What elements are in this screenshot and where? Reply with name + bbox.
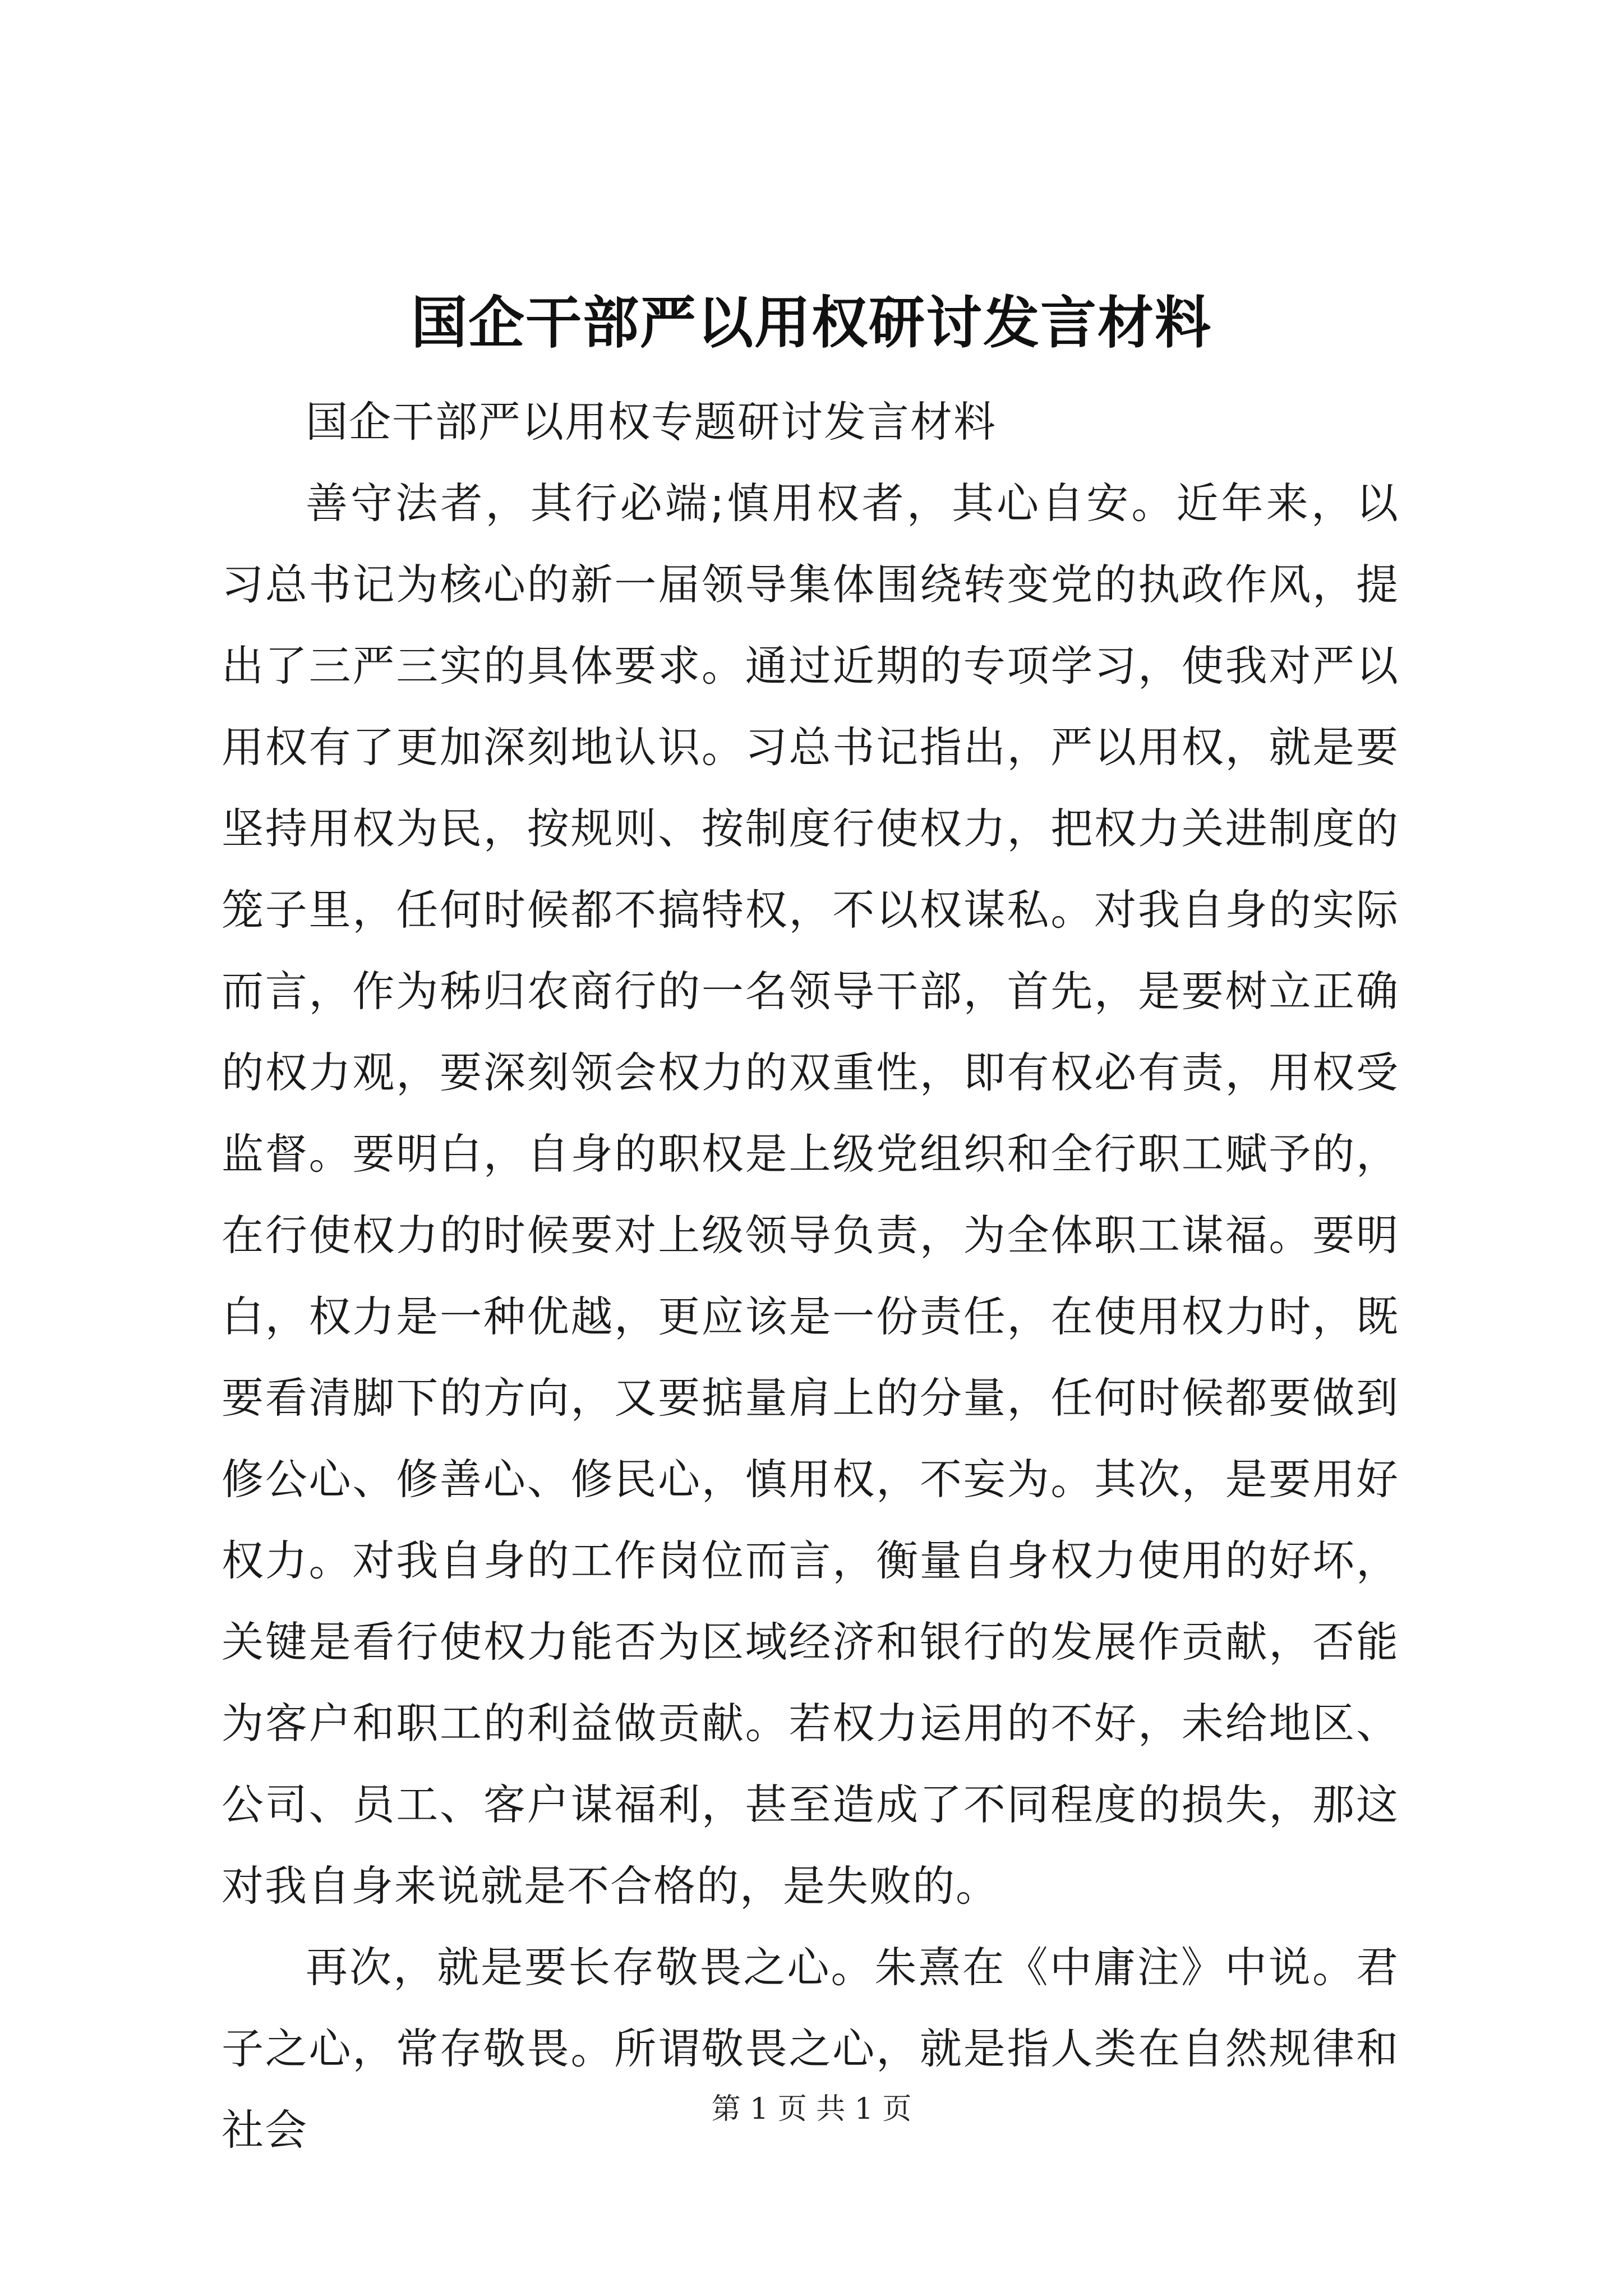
page-footer: 第 1 页 共 1 页 — [711, 2092, 912, 2126]
document-title: 国企干部严以用权研讨发言材料 — [411, 289, 1212, 356]
subtitle-paragraph: 国企干部严以用权专题研讨发言材料 — [306, 397, 997, 447]
document-body — [222, 381, 1399, 2171]
body-paragraph-1: 善守法者，其行必端;慎用权者，其心自安。近年来，以习总书记为核心的新一届领导集体围绕转变党的执政作风，提出了三严三实的具体要求。通过近期的专项学习，使我对严以用权有了更加深刻地认识。习总书记指出，严以用权，就是要坚持用权为民，按规则、按制度行使权力，把权力关进制度的笼子里，任何时候都不搞特权，不以权谋私。对我自身的实际而言，作为秭归农商行的一名领导干部，首先，是要树立正确的权力观，要深刻领会权力的双重性，即有权必有责，用权受监督。要明白，自身的职权是上级党组织和全行职工赋予的，在行使权力的时候要对上级领导负责，为全体职工谋福。要明白，权力是一种优越，更应该是一份责任，在使用权力时，既要看清脚下的方向，又要掂量肩上的分量，任何时候都要做到修公心、修善心、修民心，慎用权，不妄为。其次，是要用好权力。对我自身的工作岗位而言，衡量自身权力使用的好坏，关键是看行使权力能否为区域经济和银行的发展作贡献，否能为客户和职工的利益做贡献。若权力运用的不好，未给地区、公司、员工、客户谋福利，甚至造成了不同程度的损失，那这对我自身来说就是不合格的，是失败的。 — [222, 478, 1399, 1911]
body-paragraph-2: 再次，就是要长存敬畏之心。朱熹在《中庸注》中说。君子之心，常存敬畏。所谓敬畏之心，就是指人类在自然规律和社会 — [222, 1943, 1399, 2155]
